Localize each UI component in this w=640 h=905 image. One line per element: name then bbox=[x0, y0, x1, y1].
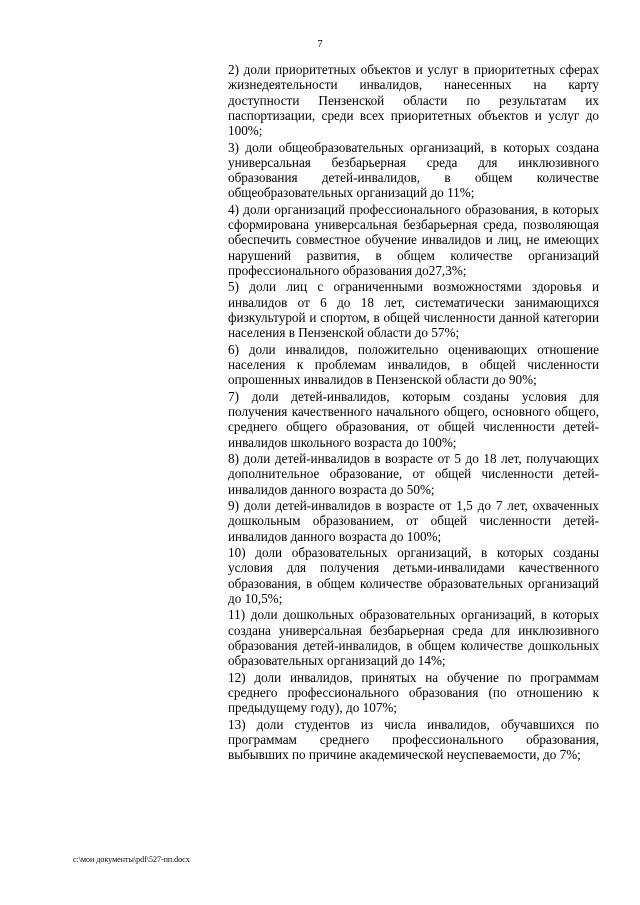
document-body bbox=[228, 62, 599, 763]
list-item: 8) доли детей-инвалидов в возрасте от 5 до 18 лет, получающих дополнительное образование, от общей численности детей-инвалидов данного возраста до 50%; bbox=[228, 450, 599, 497]
list-item: 2) доли приоритетных объектов и услуг в приоритетных сферах жизнедеятельности инвалидов, нанесенных на карту доступности Пензенской области по результатам их паспортизации, среди всех приоритетных объектов и услуг до 100%; bbox=[228, 62, 599, 139]
list-item: 7) доли детей-инвалидов, которым созданы условия для получения качественного начального общего, основного общего, среднего общего образования, от общей численности детей-инвалидов школьного возраста до 100%; bbox=[228, 388, 599, 450]
list-item: 3) доли общеобразовательных организаций, в которых создана универсальная безбарьерная среда для инклюзивного образования детей-инвалидов, в общем количестве общеобразовательных организаций до 11%; bbox=[228, 139, 599, 201]
page-number: 7 bbox=[317, 38, 323, 50]
list-item: 11) доли дошкольных образовательных организаций, в которых создана универсальная безбарьерная среда для инклюзивного образования детей-инвалидов, в общем количестве дошкольных образовательных организаций до 14%; bbox=[228, 607, 599, 669]
list-item: 12) доли инвалидов, принятых на обучение по программам среднего профессионального образования (по отношению к предыдущему году), до 107%; bbox=[228, 669, 599, 716]
list-item: 6) доли инвалидов, положительно оценивающих отношение населения к проблемам инвалидов, в общей численности опрошенных инвалидов в Пензенской области до 90%; bbox=[228, 341, 599, 388]
list-item: 5) доли лиц с ограниченными возможностями здоровья и инвалидов от 6 до 18 лет, систематически занимающихся физкультурой и спортом, в общей численности данной категории населения в Пензенской области до 57%; bbox=[228, 279, 599, 341]
list-item: 9) доли детей-инвалидов в возрасте от 1,5 до 7 лет, охваченных дошкольным образованием, от общей численности детей-инвалидов данного возраста до 100%; bbox=[228, 497, 599, 544]
list-item: 4) доли организаций профессионального образования, в которых сформирована универсальная безбарьерная среда, позволяющая обеспечить совместное обучение инвалидов и лиц, не имеющих нарушений развития, в общем количестве организаций профессионального образования до27,3%; bbox=[228, 201, 599, 279]
footer-file-path: c:\мои документы\pdf\527-пп.docx bbox=[73, 855, 190, 864]
list-item: 10) доли образовательных организаций, в которых созданы условия для получения детьми-инвалидами качественного образования, в общем количестве образовательных организаций до 10,5%; bbox=[228, 544, 599, 606]
list-item: 13) доли студентов из числа инвалидов, обучавшихся по программам среднего профессионального образования, выбывших по причине академической неуспеваемости, до 7%; bbox=[228, 716, 599, 763]
